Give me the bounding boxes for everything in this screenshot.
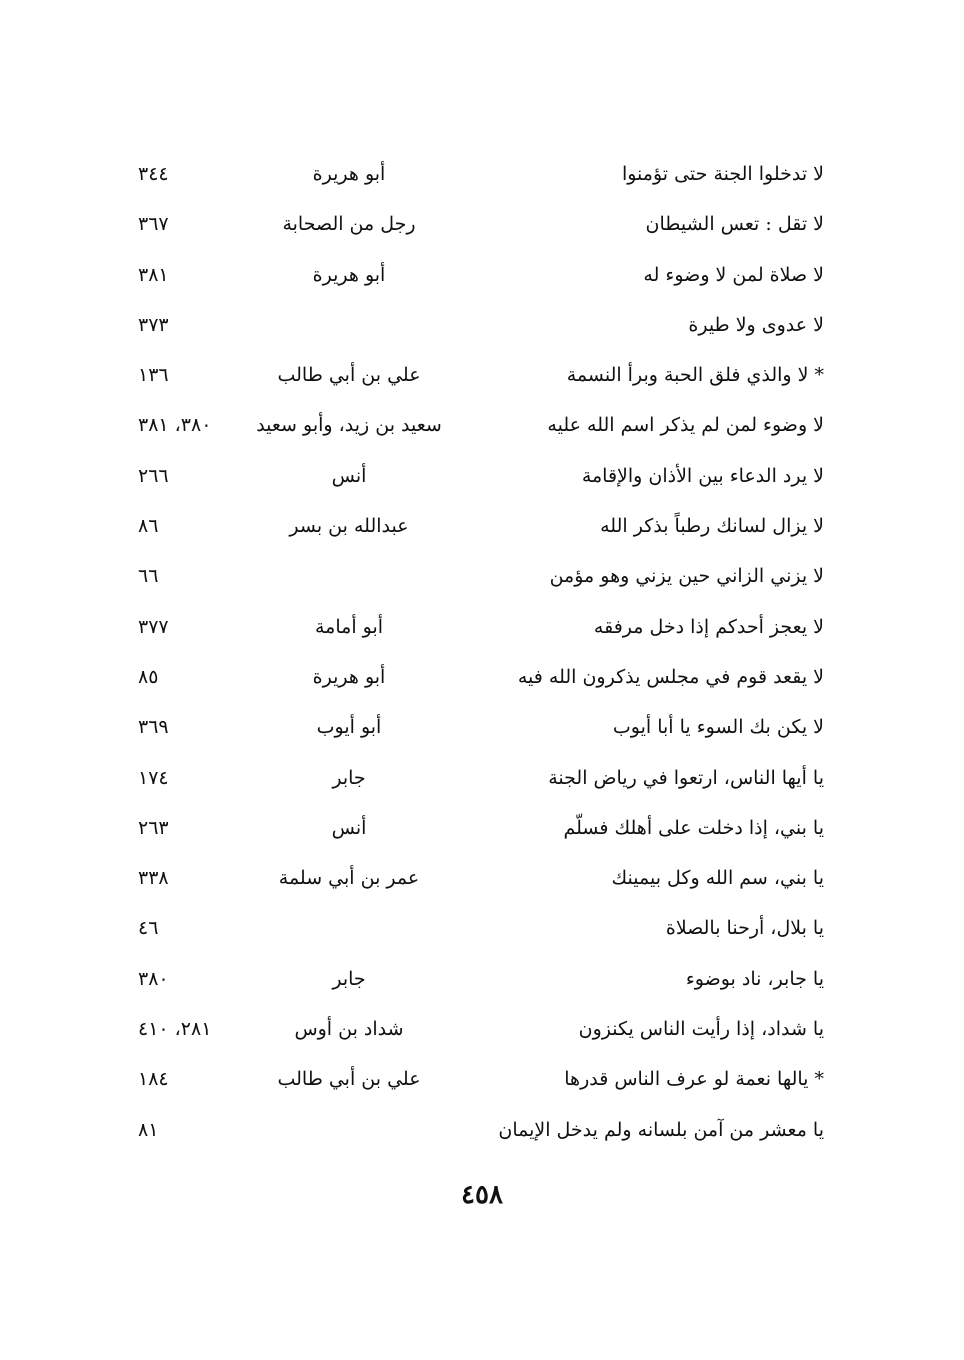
narrator-name: جابر (332, 766, 366, 789)
page-reference: ٢٨١، ٤١٠ (138, 1018, 212, 1041)
hadith-text: لا يقعد قوم في مجلس يذكرون الله فيه (517, 665, 824, 688)
page-reference: ١٣٦ (138, 364, 169, 387)
page-reference: ٣٨٠، ٣٨١ (138, 414, 212, 437)
page-reference: ٣٣٨ (138, 867, 169, 890)
page-reference: ١٧٤ (138, 766, 169, 789)
hadith-text: يا معشر من آمن بلسانه ولم يدخل الإيمان (498, 1118, 824, 1141)
hadith-text: يا بلال، أرحنا بالصلاة (665, 917, 824, 940)
index-row (0, 254, 964, 304)
narrator-name: شداد بن أوس (294, 1018, 404, 1041)
hadith-text: يا بني، سم الله وكل بيمينك (611, 867, 824, 890)
narrator-name: أبو هريرة (312, 263, 386, 286)
index-row (0, 203, 964, 253)
index-row (0, 907, 964, 957)
index-row (0, 606, 964, 656)
index-row (0, 857, 964, 907)
narrator-name: علي بن أبي طالب (277, 364, 421, 387)
page-reference: ١٨٤ (138, 1068, 169, 1091)
hadith-text: لا وضوء لمن لم يذكر اسم الله عليه (547, 414, 824, 437)
hadith-text: لا يعجز أحدكم إذا دخل مرفقه (593, 615, 824, 638)
index-row (0, 1058, 964, 1108)
index-row (0, 1008, 964, 1058)
hadith-text: لا عدوى ولا طيرة (688, 313, 824, 336)
narrator-name: رجل من الصحابة (282, 213, 416, 236)
page-reference: ٣٧٧ (138, 615, 169, 638)
index-row (0, 1109, 964, 1159)
hadith-index-list (0, 153, 964, 1159)
narrator-name: أنس (331, 464, 367, 487)
index-row (0, 304, 964, 354)
page-reference: ٢٦٣ (138, 816, 169, 839)
hadith-text: لا يرد الدعاء بين الأذان والإقامة (581, 464, 824, 487)
hadith-text: لا يزني الزاني حين يزني وهو مؤمن (549, 565, 824, 588)
page-reference: ٨٥ (138, 665, 159, 688)
hadith-text: * لا والذي فلق الحبة وبرأ النسمة (566, 364, 824, 387)
hadith-text: لا تدخلوا الجنة حتى تؤمنوا (621, 163, 824, 185)
index-row (0, 455, 964, 505)
index-row (0, 354, 964, 404)
narrator-name: أبو أمامة (314, 615, 384, 638)
narrator-name: عمر بن أبي سلمة (278, 867, 420, 890)
narrator-name: أبو هريرة (312, 665, 386, 688)
index-row (0, 656, 964, 706)
page-reference: ٣٨٠ (138, 967, 169, 990)
page-reference: ٨٦ (138, 515, 159, 538)
hadith-text: * يالها نعمة لو عرف الناس قدرها (564, 1068, 824, 1091)
hadith-text: يا أيها الناس، ارتعوا في رياض الجنة (548, 766, 824, 789)
page-reference: ٦٦ (138, 565, 159, 588)
page-number: ٤٥٨ (461, 1180, 503, 1210)
index-row (0, 505, 964, 555)
index-row (0, 404, 964, 454)
narrator-name: أبو أيوب (316, 716, 382, 739)
page-reference: ٣٦٩ (138, 716, 169, 739)
page-reference: ٣٧٣ (138, 313, 169, 336)
index-row (0, 153, 964, 203)
page-reference: ٣٤٤ (138, 163, 169, 185)
narrator-name: سعيد بن زيد، وأبو سعيد (256, 414, 442, 437)
index-row (0, 757, 964, 807)
page-reference: ٢٦٦ (138, 464, 169, 487)
index-row (0, 555, 964, 605)
page-reference: ٨١ (138, 1118, 159, 1141)
hadith-text: لا يكن بك السوء يا أبا أيوب (612, 716, 824, 739)
page-reference: ٣٨١ (138, 263, 169, 286)
index-row (0, 958, 964, 1008)
page-reference: ٣٦٧ (138, 213, 169, 236)
narrator-name: جابر (332, 967, 366, 990)
index-row (0, 807, 964, 857)
hadith-text: لا يزال لسانك رطباً بذكر الله (600, 515, 824, 538)
hadith-text: يا جابر، ناد بوضوء (685, 967, 824, 990)
hadith-text: لا تقل : تعس الشيطان (645, 213, 824, 236)
page-reference: ٤٦ (138, 917, 159, 940)
narrator-name: أنس (331, 816, 367, 839)
index-row (0, 706, 964, 756)
hadith-text: لا صلاة لمن لا وضوء له (643, 263, 824, 286)
narrator-name: أبو هريرة (312, 163, 386, 185)
hadith-text: يا بني، إذا دخلت على أهلك فسلّم (563, 816, 824, 839)
hadith-text: يا شداد، إذا رأيت الناس يكنزون (578, 1018, 824, 1041)
narrator-name: عبدالله بن بسر (289, 515, 409, 538)
narrator-name: علي بن أبي طالب (277, 1068, 421, 1091)
